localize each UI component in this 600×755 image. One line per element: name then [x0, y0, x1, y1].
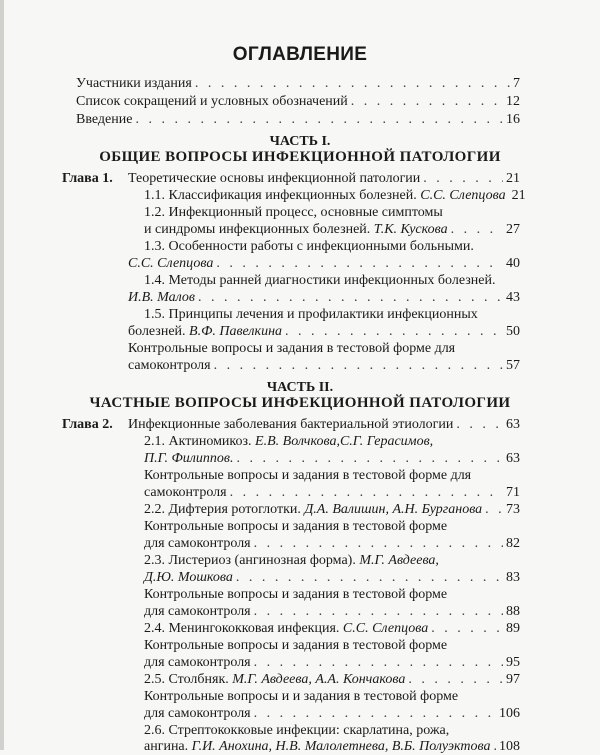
section-1-5-line1: 1.5. Принципы лечения и профилактики инфекционных — [144, 307, 478, 322]
questions-2-1[interactable] — [144, 484, 520, 501]
section-2-3-line1 — [144, 552, 439, 569]
chapter2-entry[interactable] — [128, 416, 520, 433]
questions-page: 82 — [506, 536, 520, 551]
section-2-6[interactable] — [144, 738, 520, 755]
questions-2-4-line1: Контрольные вопросы и задания в тестовой форме — [144, 638, 448, 653]
questions-label: для самоконтроля — [144, 655, 251, 670]
section-1-3[interactable] — [128, 255, 520, 272]
section-author: М.Г. Авдеева, А.А. Кончакова — [232, 672, 406, 687]
toc-entry-label: Введение — [76, 112, 133, 127]
section-1-2[interactable] — [144, 221, 520, 238]
section-title: 2.2. Дифтерия ротоглотки. — [144, 502, 301, 517]
leader-dots — [236, 450, 503, 467]
section-page: 21 — [511, 188, 526, 203]
section-author: Г.И. Анохина, Н.В. Малолетнева, В.Б. Полуэктова — [191, 739, 491, 754]
questions-2-1-line1: Контрольные вопросы и задания в тестовой форме для — [144, 468, 472, 483]
leader-dots — [216, 255, 503, 272]
chapter2-page: 63 — [506, 417, 520, 432]
section-1-4-title: 1.4. Методы ранней диагностики инфекционных болезней. — [144, 273, 496, 288]
section-page: 63 — [506, 451, 520, 466]
leader-dots — [431, 620, 503, 637]
questions-page: 57 — [506, 358, 520, 373]
questions-page: 106 — [499, 706, 520, 721]
questions-label: для самоконтроля — [144, 536, 251, 551]
questions-2-3[interactable] — [144, 603, 520, 620]
section-page: 89 — [506, 621, 520, 636]
section-2-1-line1 — [144, 433, 433, 450]
section-page: 40 — [506, 256, 520, 271]
toc-entry-page: 7 — [513, 76, 520, 91]
leader-dots — [285, 323, 503, 340]
section-2-2[interactable] — [144, 501, 520, 518]
section-2-5[interactable] — [144, 671, 520, 688]
section-page: 73 — [506, 502, 520, 517]
questions-2-3-line1: Контрольные вопросы и задания в тестовой форме — [144, 587, 448, 602]
leader-dots — [351, 93, 503, 110]
leader-dots — [198, 289, 503, 306]
chapter1-title: Теоретические основы инфекционной патологии — [128, 171, 421, 186]
toc-entry-abbreviations[interactable] — [76, 93, 520, 110]
questions-page: 71 — [506, 485, 520, 500]
section-title: болезней. — [128, 324, 186, 339]
chapter2-label: Глава 2. — [62, 417, 113, 432]
part1-label: ЧАСТЬ I. — [269, 134, 331, 149]
page-title: ОГЛАВЛЕНИЕ — [232, 44, 368, 65]
leader-dots — [494, 738, 497, 755]
questions-2-4[interactable] — [144, 654, 520, 671]
toc-entry-introduction[interactable] — [76, 111, 520, 128]
questions-2-5-line1: Контрольные вопросы и и задания в тестовой форме — [144, 689, 459, 704]
section-author: П.Г. Филиппов. — [144, 451, 234, 466]
questions-1-line1: Контрольные вопросы и задания в тестовой форме для — [128, 341, 456, 356]
leader-dots — [451, 221, 503, 238]
section-2-1[interactable] — [144, 450, 520, 467]
leader-dots — [214, 357, 503, 374]
section-author: Д.А. Валишин, А.Н. Бурганова — [304, 502, 483, 517]
part2-title: ЧАСТНЫЕ ВОПРОСЫ ИНФЕКЦИОННОЙ ПАТОЛОГИИ — [89, 395, 511, 411]
chapter1-page: 21 — [506, 171, 520, 186]
section-title: 2.3. Листериоз (ангинозная форма). — [144, 553, 356, 568]
leader-dots — [254, 603, 503, 620]
toc-entry-label: Участники издания — [76, 76, 192, 91]
questions-page: 95 — [506, 655, 520, 670]
page-edge — [0, 0, 4, 750]
leader-dots — [423, 170, 503, 187]
leader-dots — [195, 75, 510, 92]
leader-dots — [135, 111, 503, 128]
section-1-4[interactable] — [128, 289, 520, 306]
section-1-1[interactable] — [144, 187, 526, 204]
leader-dots — [456, 416, 503, 433]
section-title: 2.4. Менингококковая инфекция. — [144, 621, 340, 636]
leader-dots — [230, 484, 503, 501]
leader-dots — [254, 705, 496, 722]
section-author: С.С. Слепцова — [128, 256, 214, 271]
section-title: 1.1. Классификация инфекционных болезней. — [144, 188, 417, 203]
chapter1-label: Глава 1. — [62, 171, 113, 186]
section-page: 83 — [506, 570, 520, 585]
questions-label: самоконтроля — [144, 485, 227, 500]
part1-title: ОБЩИЕ ВОПРОСЫ ИНФЕКЦИОННОЙ ПАТОЛОГИИ — [99, 149, 501, 165]
section-2-3[interactable] — [144, 569, 520, 586]
section-title: ангина. — [144, 739, 189, 754]
section-author: С.С. Слепцова — [342, 621, 429, 636]
questions-2-2[interactable] — [144, 535, 520, 552]
toc-entry-participants[interactable] — [76, 75, 520, 92]
questions-1[interactable] — [128, 357, 520, 374]
section-title: 2.5. Столбняк. — [144, 672, 229, 687]
questions-label: самоконтроля — [128, 358, 211, 373]
section-title: 2.1. Актиномикоз. — [144, 434, 252, 449]
section-author: М.Г. Авдеева, — [359, 553, 439, 568]
questions-label: для самоконтроля — [144, 706, 251, 721]
section-author: В.Ф. Павелкина — [189, 324, 283, 339]
section-author: И.В. Малов — [128, 290, 195, 305]
section-page: 27 — [506, 222, 520, 237]
leader-dots — [485, 501, 503, 518]
leader-dots — [254, 654, 503, 671]
section-title: и синдромы инфекционных болезней. — [144, 222, 371, 237]
questions-2-5[interactable] — [144, 705, 520, 722]
questions-label: для самоконтроля — [144, 604, 251, 619]
toc-entry-page: 16 — [506, 112, 520, 127]
section-1-2-line1: 1.2. Инфекционный процесс, основные симптомы — [144, 205, 443, 220]
section-1-5[interactable] — [128, 323, 520, 340]
chapter2-title: Инфекционные заболевания бактериальной этиологии — [128, 417, 454, 432]
section-1-3-title: 1.3. Особенности работы с инфекционными больными. — [144, 239, 474, 254]
part2-label: ЧАСТЬ II. — [266, 380, 334, 395]
questions-page: 88 — [506, 604, 520, 619]
questions-2-2-line1: Контрольные вопросы и задания в тестовой форме — [144, 519, 448, 534]
toc-entry-page: 12 — [506, 94, 520, 109]
leader-dots — [236, 569, 503, 586]
section-2-6-line1: 2.6. Стрептококковые инфекции: скарлатина, рожа, — [144, 723, 450, 738]
leader-dots — [254, 535, 503, 552]
section-page: 97 — [506, 672, 520, 687]
section-2-4[interactable] — [144, 620, 520, 637]
section-author: Д.Ю. Мошкова — [144, 570, 233, 585]
section-page: 108 — [499, 739, 520, 754]
toc-entry-label: Список сокращений и условных обозначений — [76, 94, 348, 109]
section-author: С.С. Слепцова — [420, 188, 506, 203]
section-author: Е.В. Волчкова,С.Г. Герасимов, — [255, 434, 434, 449]
section-page: 43 — [506, 290, 520, 305]
section-page: 50 — [506, 324, 520, 339]
leader-dots — [408, 671, 503, 688]
chapter1-entry[interactable] — [128, 170, 520, 187]
section-author: Т.К. Кускова — [373, 222, 448, 237]
